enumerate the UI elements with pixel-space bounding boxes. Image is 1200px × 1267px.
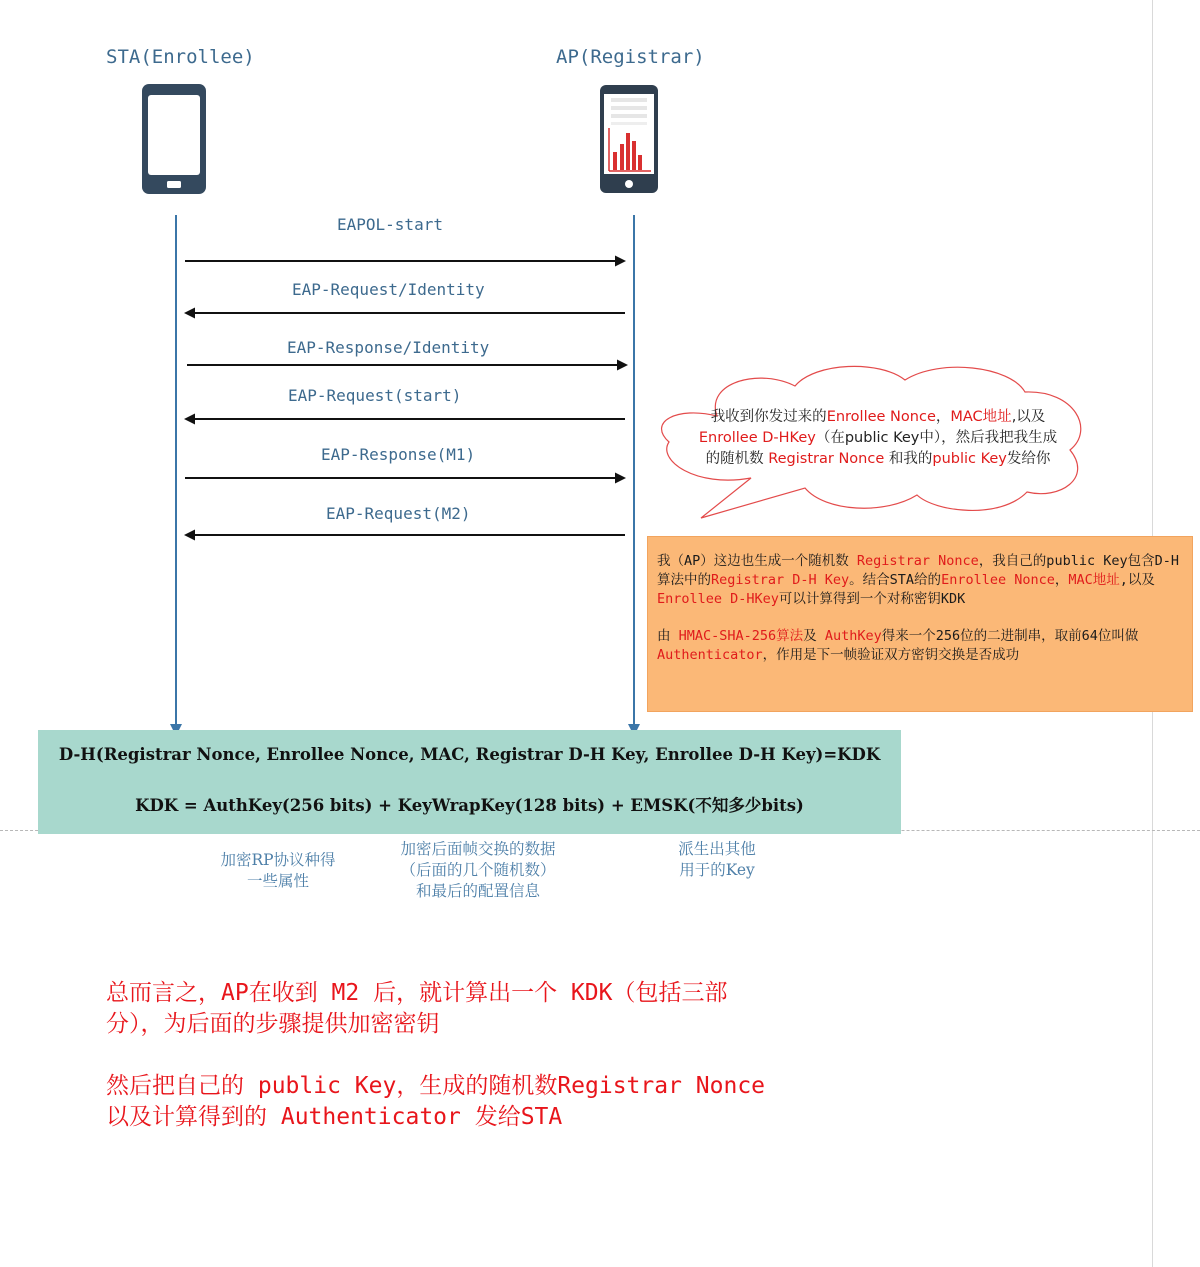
arrowhead-left bbox=[184, 414, 195, 425]
authkey-annotation: 加密RP协议种得 一些属性 bbox=[220, 851, 336, 890]
kdk-formula-line-2: KDK = AuthKey(256 bits) + KeyWrapKey(128 bits) + EMSK(不知多少bits) bbox=[135, 796, 804, 815]
msg-label-eap-request-m2: EAP-Request(M2) bbox=[326, 504, 471, 523]
summary-paragraph-2 bbox=[106, 1071, 765, 1133]
ap-explanation-note bbox=[647, 536, 1193, 712]
kdk-formula-box bbox=[38, 730, 901, 834]
msg-label-eap-response-identity: EAP-Response/Identity bbox=[287, 338, 490, 357]
cloud-line-2: Enrollee D-HKey（在public Key中），然后我把我生成 bbox=[698, 430, 1058, 446]
msg-label-eapol-start: EAPOL-start bbox=[337, 215, 443, 234]
arrowhead-right bbox=[615, 256, 626, 267]
cloud-line-1: 我收到你发过来的Enrollee Nonce，MAC地址,以及 bbox=[710, 409, 1046, 425]
keywrapkey-annotation: 加密后面帧交换的数据 （后面的几个随机数） 和最后的配置信息 bbox=[400, 840, 556, 900]
msg-label-eap-request-identity: EAP-Request/Identity bbox=[292, 280, 485, 299]
summary-line-3: 然后把自己的 public Key，生成的随机数Registrar Nonce bbox=[106, 1073, 766, 1099]
summary-line-2: 分），为后面的步骤提供加密密钥 bbox=[106, 1011, 440, 1037]
note-paragraph-2: 由 HMAC-SHA-256算法及 AuthKey得来一个256位的二进制串，取前64位叫做 Authenticator，作用是下一帧验证双方密钥交换是否成功 bbox=[657, 628, 1139, 663]
summary-line-1: 总而言之，AP在收到 M2 后，就计算出一个 KDK（包括三部 bbox=[106, 980, 728, 1006]
arrowhead-right bbox=[617, 360, 628, 371]
emsk-annotation: 派生出其他 用于的Key bbox=[678, 840, 756, 879]
summary-line-4: 以及计算得到的 Authenticator 发给STA bbox=[106, 1104, 563, 1130]
cloud-line-3: 的随机数 Registrar Nonce 和我的public Key发给你 bbox=[705, 451, 1051, 467]
msg-label-eap-response-m1: EAP-Response(M1) bbox=[321, 445, 476, 464]
sta-label: STA(Enrollee) bbox=[106, 46, 255, 68]
ap-label: AP(Registrar) bbox=[556, 46, 705, 68]
arrowhead-left bbox=[184, 530, 195, 541]
kdk-formula-line-1: D-H(Registrar Nonce, Enrollee Nonce, MAC, Registrar D-H Key, Enrollee D-H Key)=KDK bbox=[58, 745, 881, 764]
arrowhead-right bbox=[615, 473, 626, 484]
cloud-text bbox=[668, 407, 1088, 470]
msg-label-eap-request-start: EAP-Request(start) bbox=[288, 386, 462, 405]
arrowhead-left bbox=[184, 308, 195, 319]
summary-paragraph-1 bbox=[106, 978, 727, 1040]
note-paragraph-1: 我（AP）这边也生成一个随机数 Registrar Nonce，我自己的public Key包含D-H算法中的Registrar D-H Key。结合STA给的Enrollee Nonce，MAC地址,以及Enrollee D-HKey可以计算得到一个对称密钥KDK bbox=[657, 553, 1179, 607]
